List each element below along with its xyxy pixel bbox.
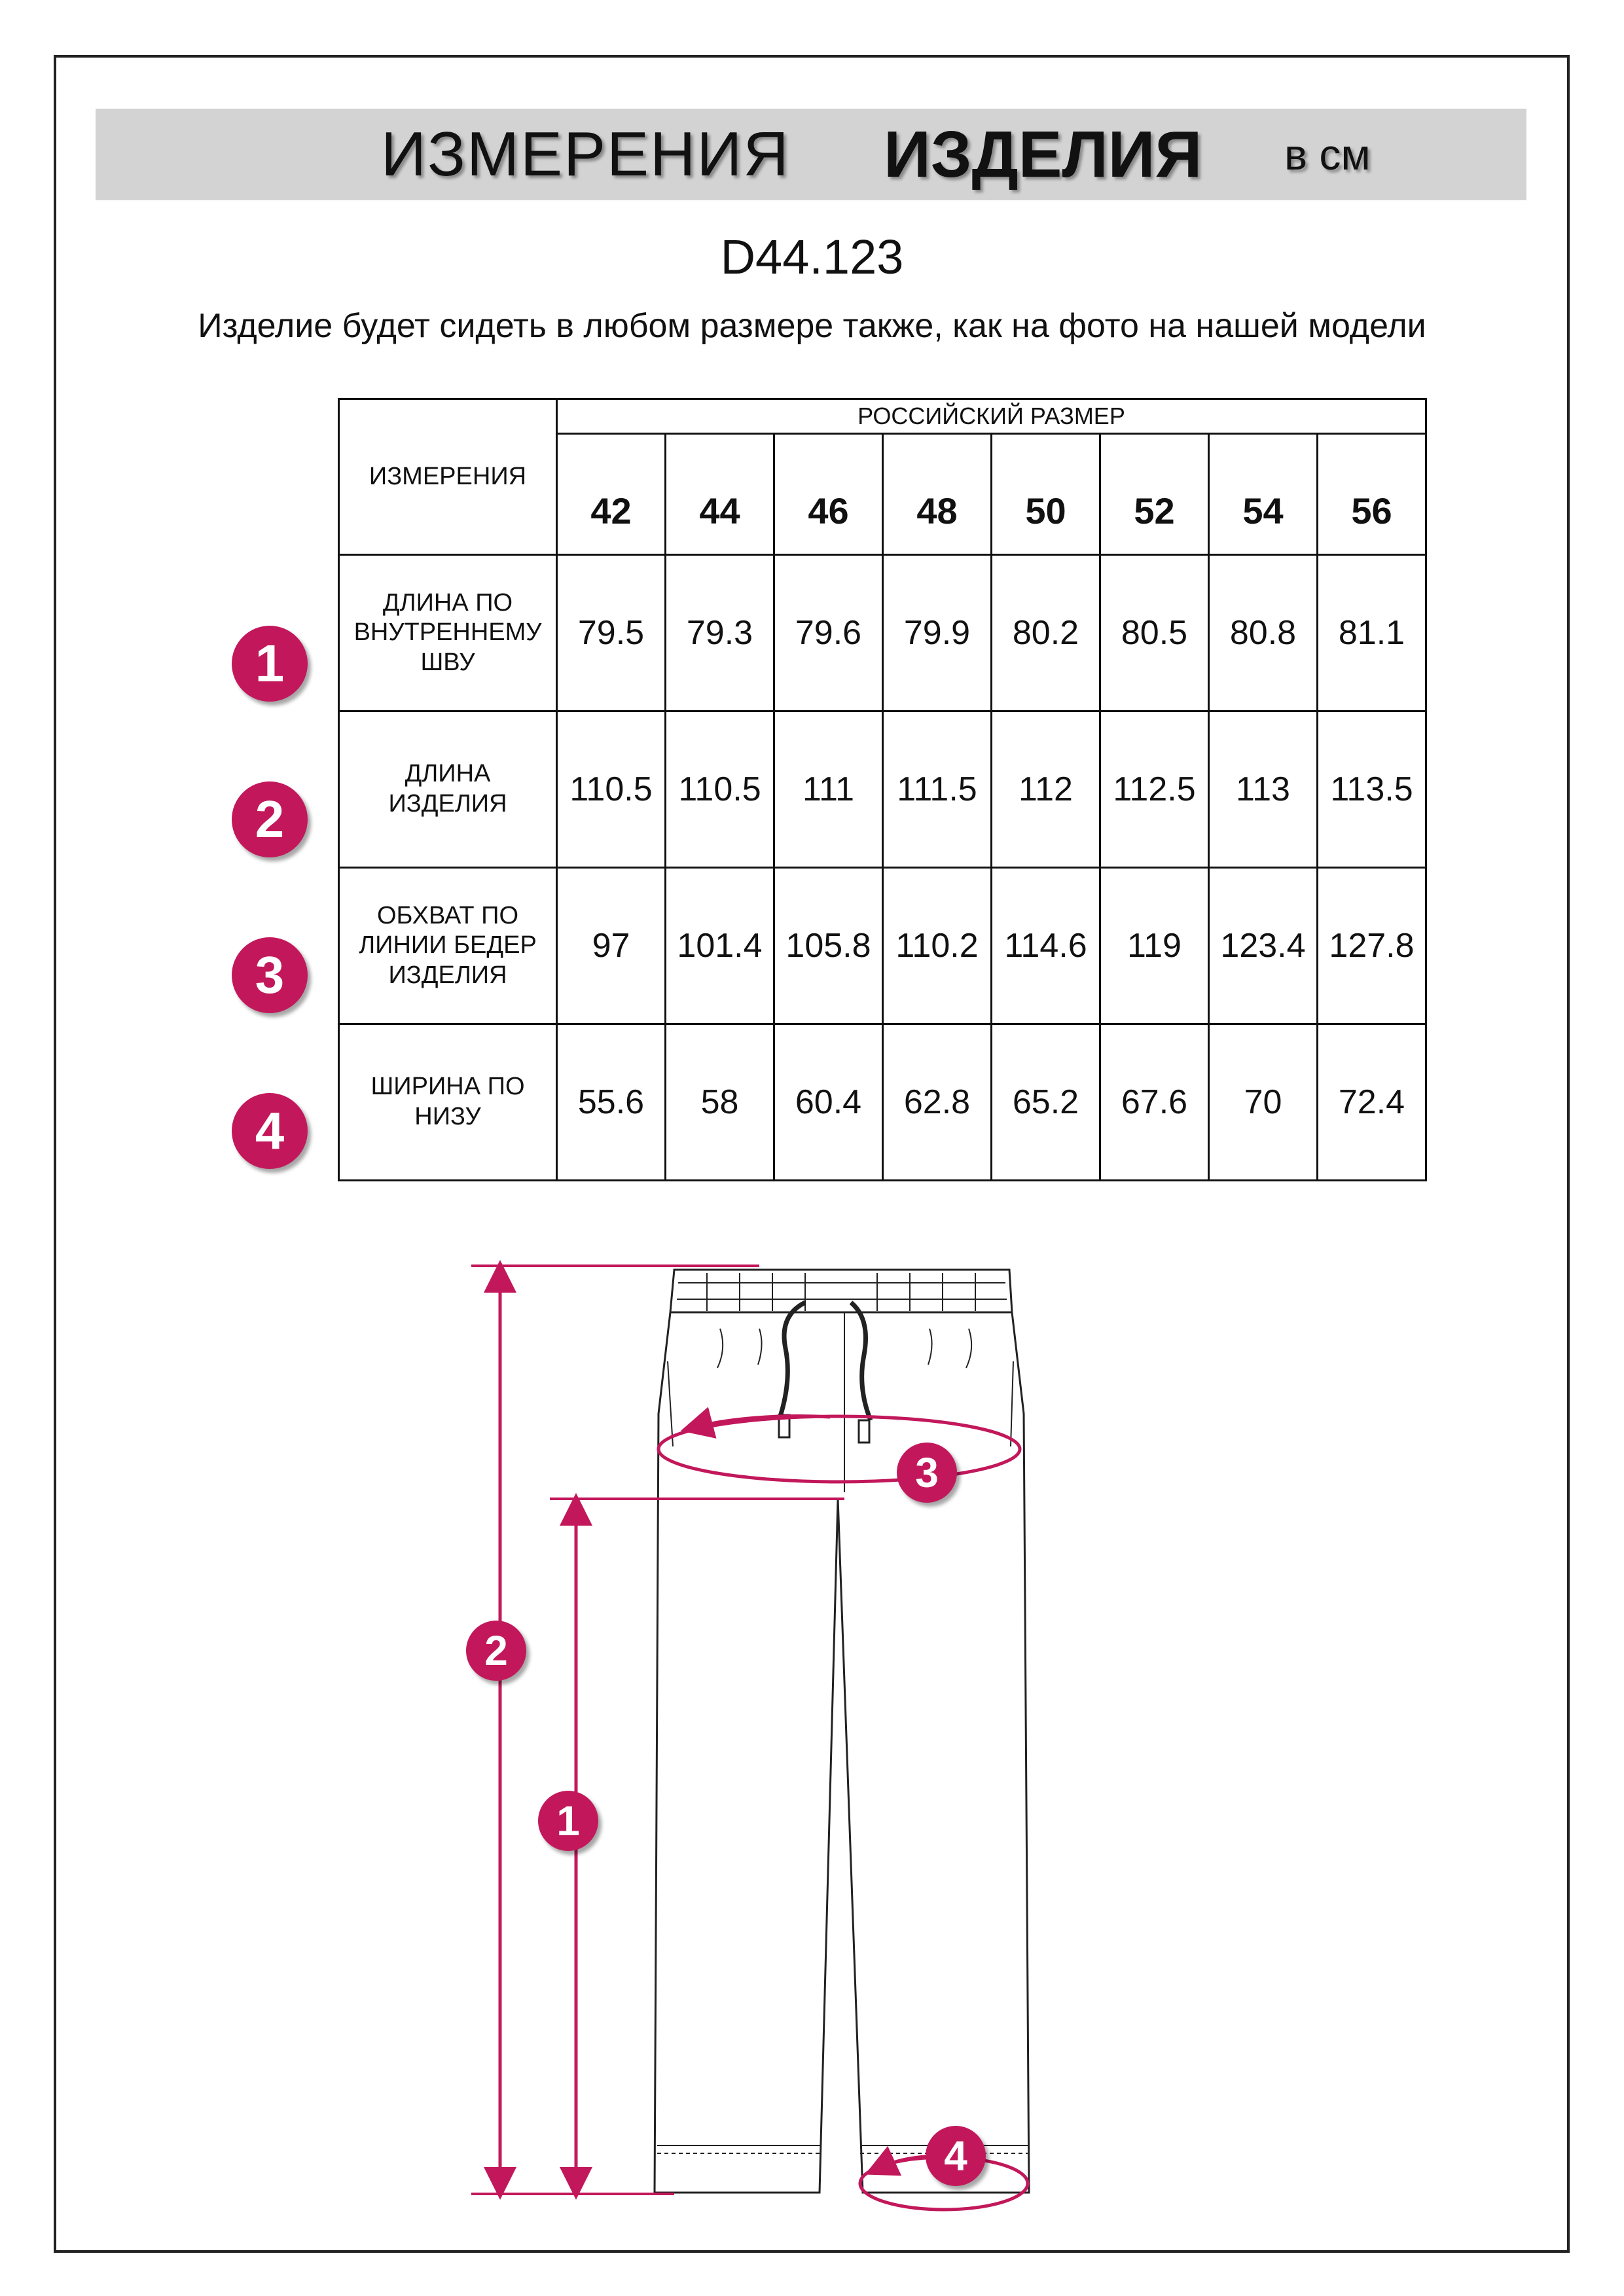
row-label-line: ДЛИНА ПО	[382, 588, 513, 617]
size-header-cell: 46	[774, 434, 883, 555]
title-measurements: ИЗМЕРЕНИЯ	[381, 119, 790, 189]
title-unit: в см	[1284, 130, 1371, 179]
article-code: D44.123	[720, 230, 904, 284]
row-label-line: ИЗДЕЛИЯ	[388, 790, 507, 817]
value-cell: 80.2	[992, 555, 1100, 711]
value-cell: 110.2	[883, 868, 992, 1024]
drawstring-tip-right	[859, 1420, 869, 1443]
value-cell: 79.6	[774, 555, 883, 711]
row-label-line: ОБХВАТ ПО	[376, 901, 519, 929]
value-cell: 123.4	[1209, 868, 1318, 1024]
value-cell: 62.8	[883, 1024, 992, 1181]
size-header-cell: 54	[1209, 434, 1318, 555]
value-cell: 70	[1209, 1024, 1318, 1181]
value-cell: 79.5	[557, 555, 666, 711]
value-cell: 105.8	[774, 868, 883, 1024]
value-cell: 81.1	[1318, 555, 1426, 711]
size-header-cell: 48	[883, 434, 992, 555]
row-label-line: ШИРИНА ПО	[370, 1073, 525, 1101]
value-cell: 55.6	[557, 1024, 666, 1181]
table-marker-1: 1	[232, 626, 308, 702]
value-cell: 114.6	[992, 868, 1100, 1024]
value-cell: 80.8	[1209, 555, 1318, 711]
value-cell: 65.2	[992, 1024, 1100, 1181]
value-cell: 113	[1209, 711, 1318, 868]
size-header-cell: 50	[992, 434, 1100, 555]
table-marker-2: 2	[232, 781, 308, 857]
value-cell: 60.4	[774, 1024, 883, 1181]
row-label-line: ДЛИНА	[405, 760, 491, 788]
value-cell: 119	[1100, 868, 1209, 1024]
row-label-line: ШВУ	[420, 648, 475, 676]
row-label-line: ЛИНИИ БЕДЕР	[359, 931, 537, 960]
row-label-line: ИЗДЕЛИЯ	[388, 961, 507, 989]
size-header-cell: 52	[1100, 434, 1209, 555]
value-cell: 72.4	[1318, 1024, 1426, 1181]
diagram-marker-3: 3	[897, 1443, 957, 1503]
value-cell: 79.9	[883, 555, 992, 711]
row-label-line: НИЗУ	[414, 1103, 481, 1130]
value-cell: 101.4	[666, 868, 774, 1024]
value-cell: 112.5	[1100, 711, 1209, 868]
table-marker-4: 4	[232, 1093, 308, 1169]
value-cell: 97	[557, 868, 666, 1024]
value-cell: 113.5	[1318, 711, 1426, 868]
trousers-outline	[655, 1270, 1029, 2193]
value-cell: 67.6	[1100, 1024, 1209, 1181]
table-corner-label: ИЗМЕРЕНИЯ	[339, 399, 557, 555]
row-label-line: ВНУТРЕННЕМУ	[353, 619, 542, 647]
size-header-cell: 42	[557, 434, 666, 555]
size-header-cell: 44	[666, 434, 774, 555]
size-header-cell: 56	[1318, 434, 1426, 555]
value-cell: 110.5	[666, 711, 774, 868]
diagram-marker-4: 4	[926, 2126, 986, 2186]
value-cell: 111	[774, 711, 883, 868]
size-group-label: РОССИЙСКИЙ РАЗМЕР	[557, 399, 1426, 434]
diagram-marker-1: 1	[538, 1791, 598, 1851]
fit-note: Изделие будет сидеть в любом размере также, как на фото на нашей модели	[198, 307, 1426, 345]
value-cell: 79.3	[666, 555, 774, 711]
value-cell: 110.5	[557, 711, 666, 868]
value-cell: 111.5	[883, 711, 992, 868]
value-cell: 80.5	[1100, 555, 1209, 711]
title-garment: ИЗДЕЛИЯ	[884, 118, 1202, 191]
value-cell: 127.8	[1318, 868, 1426, 1024]
diagram-marker-2: 2	[466, 1621, 526, 1681]
value-cell: 58	[666, 1024, 774, 1181]
table-marker-3: 3	[232, 937, 308, 1013]
value-cell: 112	[992, 711, 1100, 868]
